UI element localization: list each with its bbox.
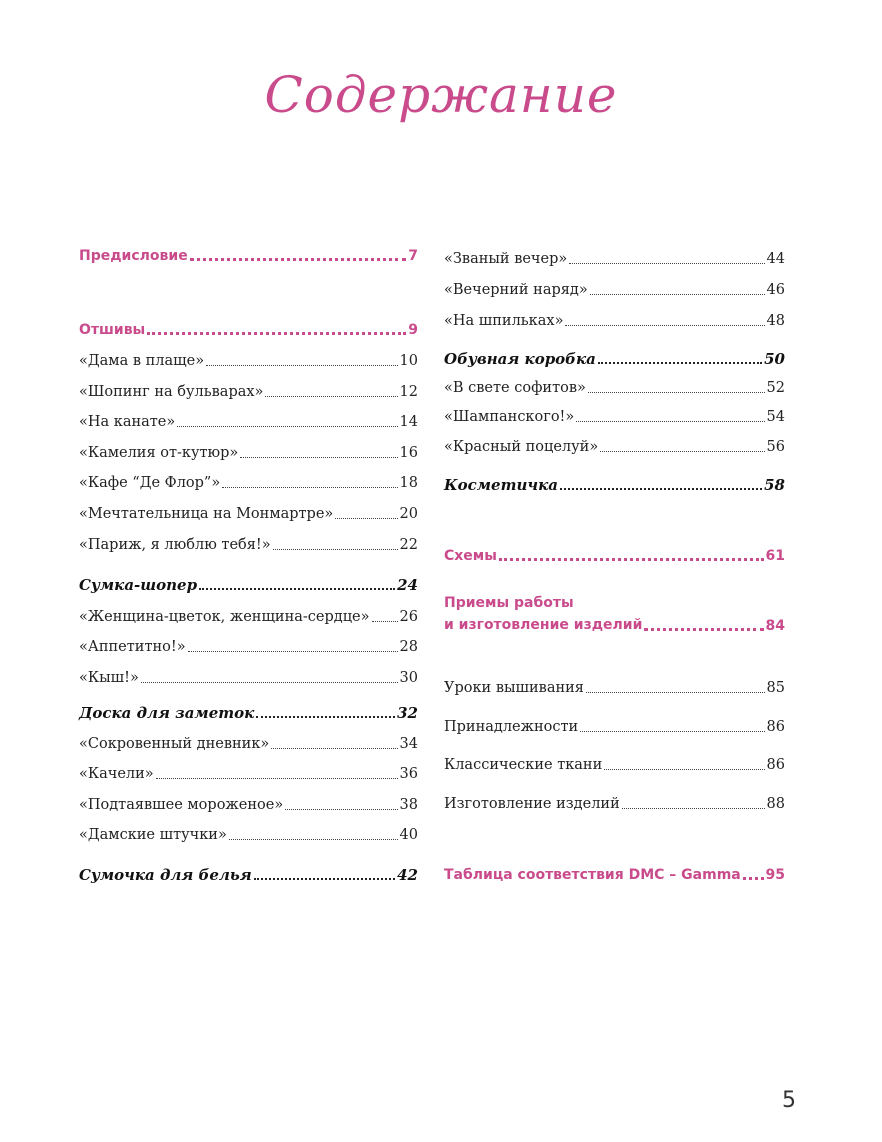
toc-leader-dots [335,518,397,519]
toc-entry [79,730,418,754]
toc-entry-title: «Париж, я люблю тебя!» [79,537,271,553]
toc-entry [444,590,785,636]
toc-entry-page: 36 [399,766,418,782]
toc-entry-title: «Вечерний наряд» [444,282,588,298]
toc-entry-title: Отшивы [79,322,146,338]
toc-entry [444,403,785,427]
toc-entry-title: Уроки вышивания [444,680,584,696]
toc-entry-page: 85 [766,680,785,696]
toc-entry [79,242,418,266]
toc-entry-title: «Аппетитно!» [79,639,186,655]
toc-leader-dots [206,365,397,366]
toc-entry-page: 24 [397,576,418,594]
toc-entry [444,713,785,737]
toc-entry-title: «Сокровенный дневник» [79,736,270,752]
toc-entry [444,307,785,331]
toc-leader-dots [499,558,764,561]
toc-entry-page: 42 [397,866,418,884]
toc-leader-dots [190,258,407,261]
toc-entry [444,433,785,457]
page-title: Содержание [264,66,618,124]
toc-entry-title: «Камелия от-кутюр» [79,445,239,461]
toc-entry-title: Схемы [444,548,497,564]
page-number: 5 [782,1088,796,1113]
toc-entry-title: Таблица соответствия DMC – Gamma [444,867,741,883]
toc-entry-page: 44 [766,251,785,267]
toc-entry [444,861,785,885]
toc-entry-page: 32 [397,704,418,722]
toc-entry-page: 18 [399,475,418,491]
toc-entry [79,821,418,845]
toc-entry-page: 34 [399,736,418,752]
toc-entry-page: 46 [766,282,785,298]
toc-entry-title: «Кафе “Де Флор”» [79,475,221,491]
toc-entry [79,500,418,524]
toc-entry [444,471,785,495]
toc-entry-page: 88 [766,796,785,812]
toc-entry [79,633,418,657]
toc-entry [79,791,418,815]
toc-leader-dots [588,392,765,393]
toc-entry [79,571,418,595]
toc-entry-page: 48 [766,313,785,329]
toc-entry-title: Сумочка для белья [79,866,252,884]
toc-leader-dots [271,748,397,749]
toc-leader-dots [141,682,398,683]
toc-entry-page: 56 [766,439,785,455]
toc-entry-page: 86 [766,757,785,773]
toc-entry-page: 16 [399,445,418,461]
toc-leader-dots [743,877,764,880]
toc-entry-title: «На шпильках» [444,313,564,329]
toc-leader-dots [156,778,398,779]
toc-leader-dots [372,621,398,622]
toc-leader-dots [560,488,762,490]
toc-entry [444,790,785,814]
toc-leader-dots [644,628,763,631]
toc-entry-page: 58 [764,476,785,494]
toc-entry-page: 28 [399,639,418,655]
toc-entry-title: «Званый вечер» [444,251,568,267]
toc-entry-title: «Дама в плаще» [79,353,205,369]
toc-entry-page: 50 [764,350,785,368]
toc-entry [79,347,418,371]
toc-entry-title: Доска для заметок [79,704,255,722]
toc-entry [444,751,785,775]
toc-entry-page: 54 [766,409,785,425]
toc-entry-title: Обувная коробка [444,350,596,368]
toc-entry [79,316,418,340]
toc-leader-dots [222,487,397,488]
toc-entry-title: «Кыш!» [79,670,139,686]
toc-entry-page: 86 [766,719,785,735]
toc-entry-title: Принадлежности [444,719,579,735]
toc-entry-page: 95 [765,867,785,883]
toc-entry-page: 40 [399,827,418,843]
toc-entry [79,408,418,432]
toc-leader-dots [254,878,395,880]
toc-entry-page: 30 [399,670,418,686]
toc-entry-page: 22 [399,537,418,553]
toc-entry [79,469,418,493]
toc-leader-dots [256,716,395,718]
toc-entry-page: 7 [408,248,418,264]
toc-entry-page: 10 [399,353,418,369]
toc-entry-title: «Красный поцелуй» [444,439,599,455]
toc-leader-dots [229,839,398,840]
toc-leader-dots [188,651,398,652]
toc-leader-dots [285,809,397,810]
toc-entry [444,374,785,398]
toc-leader-dots [147,332,406,335]
toc-entry-title: Изготовление изделий [444,796,620,812]
toc-entry [444,674,785,698]
toc-entry [79,861,418,885]
toc-entry-page: 52 [766,380,785,396]
toc-leader-dots [590,294,765,295]
toc-entry-title: «Мечтательница на Монмартре» [79,506,334,522]
toc-entry-title: «Дамские штучки» [79,827,227,843]
toc-leader-dots [265,396,397,397]
toc-leader-dots [199,588,395,590]
toc-leader-dots [576,421,764,422]
toc-entry-page: 26 [399,609,418,625]
toc-entry [79,378,418,402]
toc-entry-title: Приемы работы и изготовление изделий [444,595,643,633]
toc-entry-page: 9 [408,322,418,338]
toc-entry-title: «Подтаявшее мороженое» [79,797,284,813]
toc-entry-title: Классические ткани [444,757,603,773]
toc-entry [444,345,785,369]
toc-entry-title: «Женщина-цветок, женщина-сердце» [79,609,370,625]
toc-entry-title: «Шампанского!» [444,409,575,425]
toc-entry-page: 38 [399,797,418,813]
toc-entry-page: 14 [399,414,418,430]
toc-entry [79,664,418,688]
toc-entry-title: «Качели» [79,766,154,782]
toc-leader-dots [240,457,397,458]
toc-entry [79,531,418,555]
toc-entry [79,439,418,463]
toc-leader-dots [622,808,765,809]
toc-entry [444,542,785,566]
toc-entry [79,760,418,784]
toc-leader-dots [600,451,764,452]
toc-leader-dots [177,426,397,427]
toc-entry-title: «В свете софитов» [444,380,586,396]
toc-entry-title: Косметичка [444,476,558,494]
toc-entry-page: 20 [399,506,418,522]
toc-entry-page: 12 [399,384,418,400]
toc-entry-page: 61 [765,548,785,564]
toc-leader-dots [598,362,762,364]
toc-leader-dots [580,731,764,732]
toc-entry-title: «Шопинг на бульварах» [79,384,264,400]
toc-entry-title: Сумка-шопер [79,576,198,594]
toc-entry [444,245,785,269]
toc-entry [79,699,418,723]
toc-entry-title: Предисловие [79,248,188,264]
toc-leader-dots [569,263,764,264]
toc-entry [79,603,418,627]
toc-leader-dots [586,692,765,693]
toc-leader-dots [604,769,764,770]
toc-entry [444,276,785,300]
toc-leader-dots [273,549,398,550]
toc-leader-dots [565,325,764,326]
toc-entry-title: «На канате» [79,414,176,430]
toc-entry-page: 84 [765,618,785,634]
